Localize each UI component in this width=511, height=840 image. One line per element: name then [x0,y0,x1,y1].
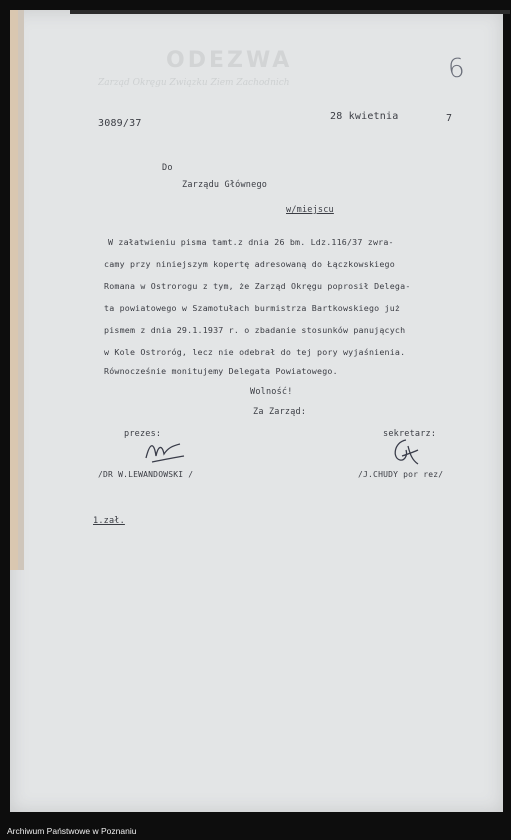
binding-edge-shadow [18,10,24,570]
body-line: ta powiatowego w Szamotułach burmistrza Bartkowskiego już [104,303,401,313]
archive-page-number: 6 [446,53,466,85]
body-line: w Kole Ostroróg, lecz nie odebrał do tej pory wyjaśnienia. [104,347,406,357]
address-recipient: Zarządu Głównego [182,180,268,190]
letter-date: 28 kwietnia [330,111,399,122]
page-top-edge [70,10,510,14]
body-line: Romana w Ostrorogu z tym, że Zarząd Okręgu poprosił Delega- [104,281,411,291]
body-line: Równocześnie monitujemy Delegata Powiatowego. [104,366,338,376]
address-to: Do [162,163,173,173]
page-number: 7 [446,113,453,124]
enclosure-note: 1.zał. [93,516,125,526]
left-signatory-role: prezes: [124,429,162,439]
address-place: w/miejscu [286,205,334,215]
left-signature [140,436,190,466]
binding-edge [10,10,18,570]
bleedthrough-title: ODEZWA [166,48,293,73]
body-line: camy przy niniejszym kopertę adresowaną do Łączkowskiego [104,259,395,269]
archive-credit: Archiwum Państwowe w Poznaniu [7,826,137,836]
closing-salutation: Wolność! [250,387,293,397]
reference-number: 3089/37 [98,118,142,129]
bleedthrough-subtitle: Zarząd Okręgu Związku Ziem Zachodnich [98,78,290,88]
right-signatory-role: sekretarz: [383,429,437,439]
right-signature [384,436,424,468]
closing-for-board: Za Zarząd: [253,407,307,417]
body-line: W załatwieniu pisma tamt.z dnia 26 bm. Ldz.116/37 zwra- [108,237,394,247]
left-signatory-name: /DR W.LEWANDOWSKI / [98,470,194,479]
right-signatory-name: /J.CHUDY por rez/ [358,470,444,479]
body-line: pismem z dnia 29.1.1937 r. o zbadanie stosunków panujących [104,325,406,335]
